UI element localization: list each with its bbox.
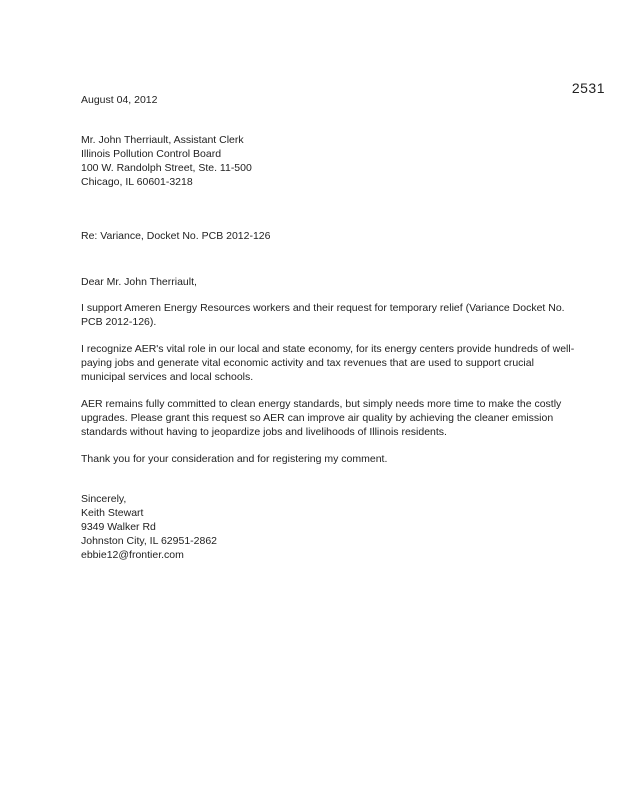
- body-paragraph: I support Ameren Energy Resources workers and their request for temporary relief (Variance Docket No. PCB 2012-126).: [81, 302, 565, 328]
- recipient-line: Chicago, IL 60601-3218: [81, 176, 193, 188]
- letter-date: August 04, 2012: [81, 94, 158, 106]
- closing-line: Sincerely,: [81, 493, 127, 505]
- letter-body: [81, 93, 581, 562]
- re-line: Re: Variance, Docket No. PCB 2012-126: [81, 230, 271, 242]
- page-number: 2531: [571, 80, 605, 96]
- recipient-address: [81, 133, 581, 189]
- sender-email: ebbie12@frontier.com: [81, 549, 184, 561]
- recipient-line: Mr. John Therriault, Assistant Clerk: [81, 134, 244, 146]
- salutation: Dear Mr. John Therriault,: [81, 276, 197, 288]
- body-paragraph: AER remains fully committed to clean energy standards, but simply needs more time to make the costly upgrades. Please grant this request so AER can improve air quality by achieving the cleaner emission standards without having to jeopardize jobs and livelihoods of Illinois residents.: [81, 398, 562, 438]
- body-paragraph: Thank you for your consideration and for registering my comment.: [81, 453, 388, 465]
- sender-address-line: Johnston City, IL 62951-2862: [81, 535, 218, 547]
- body-paragraph: I recognize AER's vital role in our local and state economy, for its energy centers provide hundreds of well-paying jobs and generate vital economic activity and tax revenues that are used to support crucial municipal services and local schools.: [81, 343, 575, 383]
- recipient-line: Illinois Pollution Control Board: [81, 148, 222, 160]
- sender-address-line: 9349 Walker Rd: [81, 521, 156, 533]
- signature-block: [81, 492, 581, 562]
- sender-name: Keith Stewart: [81, 507, 144, 519]
- recipient-line: 100 W. Randolph Street, Ste. 11-500: [81, 162, 252, 174]
